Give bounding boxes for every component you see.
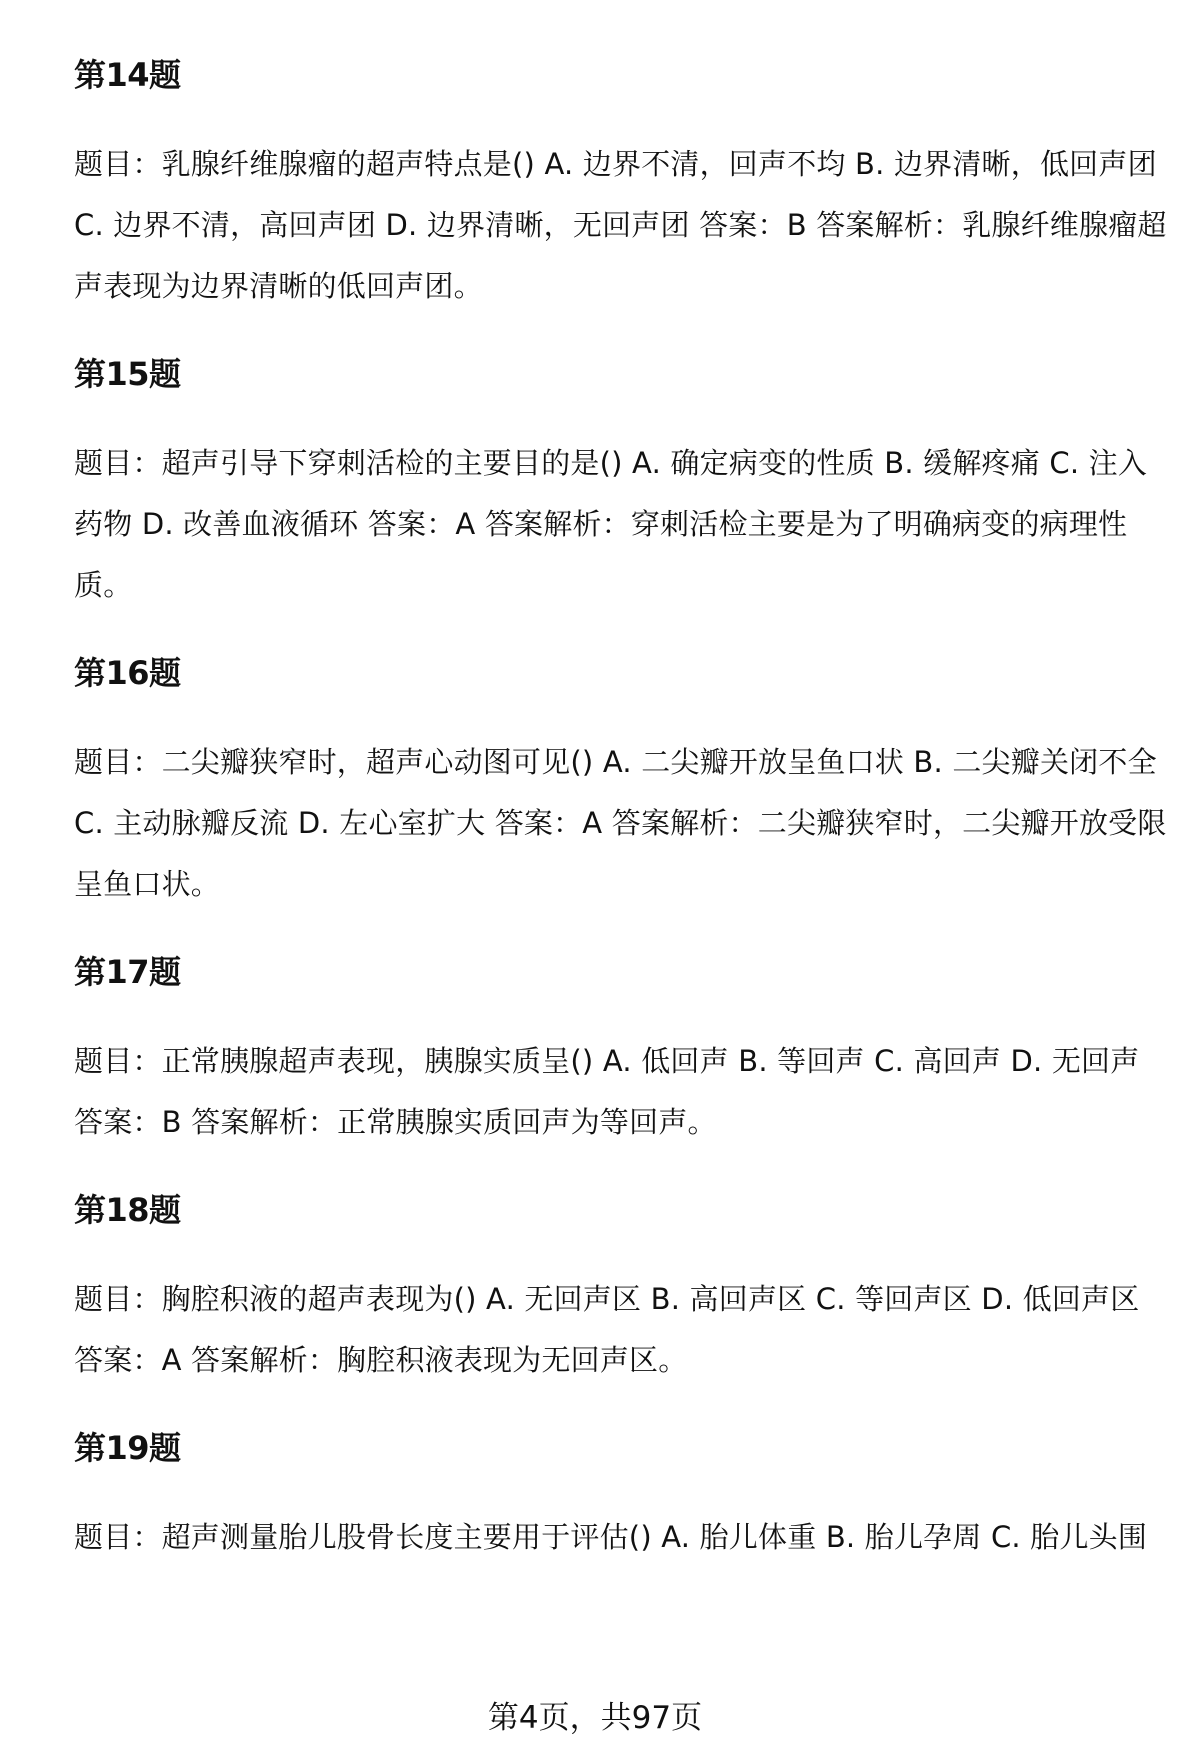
question-body: 题目：二尖瓣狭窄时，超声心动图可见() A. 二尖瓣开放呈鱼口状 B. 二尖瓣关闭不全 C. 主动脉瓣反流 D. 左心室扩大 答案：A 答案解析：二尖瓣狭窄时，二尖瓣开放受限呈鱼口状。 xyxy=(74,745,1167,901)
question-16 xyxy=(74,652,1174,915)
question-17 xyxy=(74,951,1174,1153)
question-18 xyxy=(74,1189,1174,1391)
question-title: 第19题 xyxy=(74,1429,181,1467)
question-list xyxy=(74,54,1174,1604)
question-title: 第15题 xyxy=(74,355,181,393)
question-body: 题目：超声引导下穿刺活检的主要目的是() A. 确定病变的性质 B. 缓解疼痛 C. 注入药物 D. 改善血液循环 答案：A 答案解析：穿刺活检主要是为了明确病变的病理性质。 xyxy=(74,446,1148,602)
question-body: 题目：超声测量胎儿股骨长度主要用于评估() A. 胎儿体重 B. 胎儿孕周 C. 胎儿头围 xyxy=(74,1520,1148,1554)
question-body: 题目：胸腔积液的超声表现为() A. 无回声区 B. 高回声区 C. 等回声区 D. 低回声区 答案：A 答案解析：胸腔积液表现为无回声区。 xyxy=(74,1282,1140,1377)
question-19 xyxy=(74,1427,1174,1568)
question-body: 题目：正常胰腺超声表现，胰腺实质呈() A. 低回声 B. 等回声 C. 高回声 D. 无回声 答案：B 答案解析：正常胰腺实质回声为等回声。 xyxy=(74,1044,1140,1139)
page-number-footer: 第4页，共97页 xyxy=(487,1700,703,1736)
question-title: 第16题 xyxy=(74,654,181,692)
question-14 xyxy=(74,54,1174,317)
question-body: 题目：乳腺纤维腺瘤的超声特点是() A. 边界不清，回声不均 B. 边界清晰，低回声团 C. 边界不清，高回声团 D. 边界清晰，无回声团 答案：B 答案解析：乳腺纤维腺瘤超声表现为边界清晰的低回声团。 xyxy=(74,147,1167,303)
question-title: 第17题 xyxy=(74,953,181,991)
question-15 xyxy=(74,353,1174,616)
question-title: 第18题 xyxy=(74,1191,181,1229)
question-title: 第14题 xyxy=(74,56,181,94)
